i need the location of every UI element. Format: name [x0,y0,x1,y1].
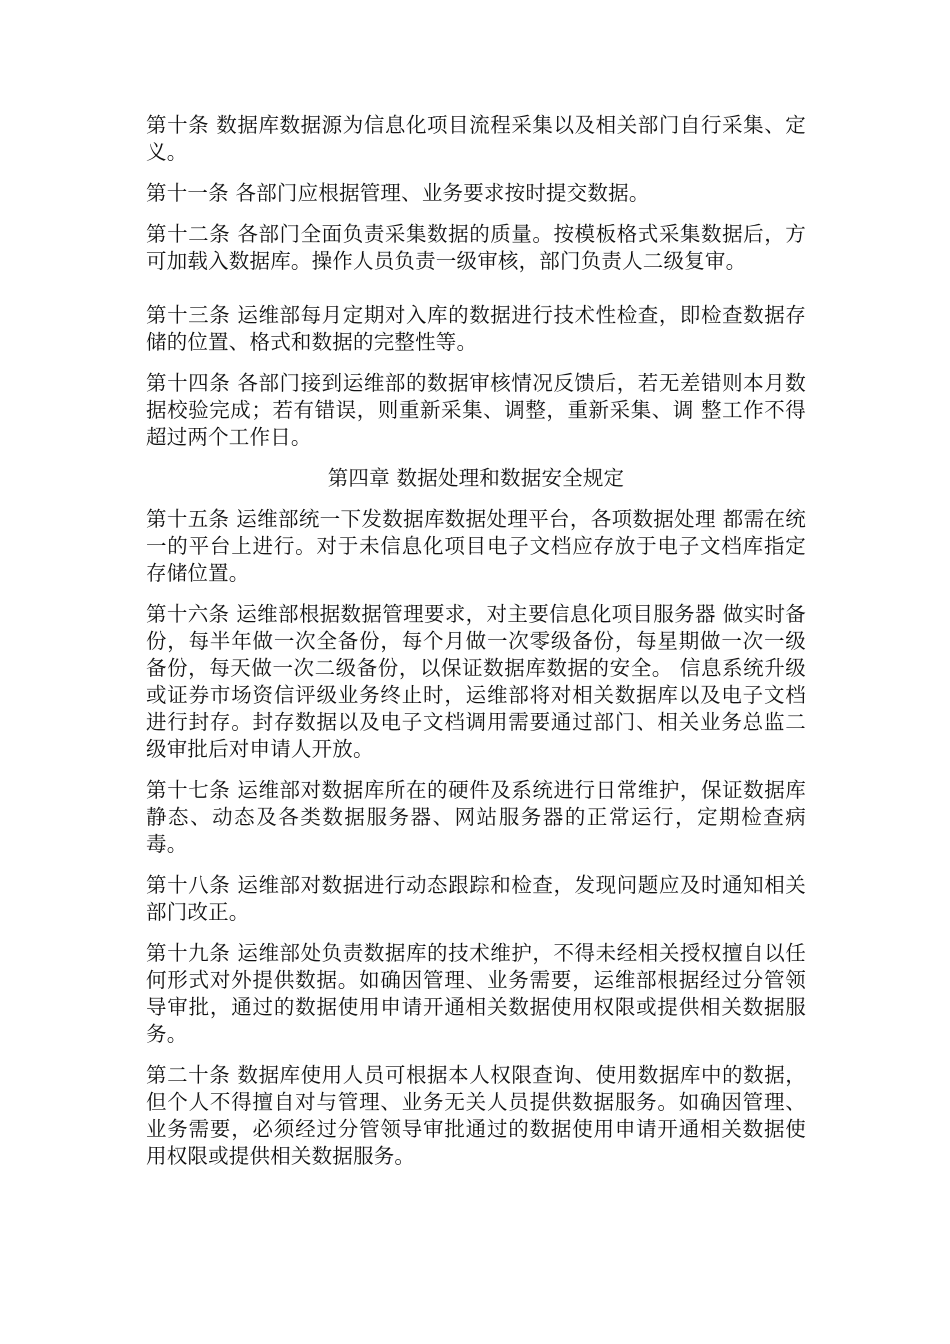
article-12: 第十二条 各部门全面负责采集数据的质量。按模板格式采集数据后，方可加载入数据库。操作人员负责一级审核，部门负责人二级复审。 [146,222,806,273]
article-13: 第十三条 运维部每月定期对入库的数据进行技术性检查，即检查数据存储的位置、格式和数据的完整性等。 [146,303,806,354]
article-19: 第十九条 运维部处负责数据库的技术维护，不得未经相关授权擅自以任何形式对外提供数据。如确因管理、业务需要，运维部根据经过分管领导审批，通过的数据使用申请开通相关数据使用权限或提供相关数据服务。 [146,941,806,1046]
article-17: 第十七条 运维部对数据库所在的硬件及系统进行日常维护，保证数据库静态、动态及各类数据服务器、网站服务器的正常运行，定期检查病毒。 [146,778,806,856]
article-20: 第二十条 数据库使用人员可根据本人权限查询、使用数据库中的数据，但个人不得擅自对与管理、业务无关人员提供数据服务。如确因管理、业务需要，必须经过分管领导审批通过的数据使用申请开通相关数据使用权限或提供相关数据服务。 [146,1063,806,1168]
article-10: 第十条 数据库数据源为信息化项目流程采集以及相关部门自行采集、定义。 [146,113,806,164]
article-11: 第十一条 各部门应根据管理、业务要求按时提交数据。 [146,181,650,205]
article-16: 第十六条 运维部根据数据管理要求，对主要信息化项目服务器 做实时备份，每半年做一次全备份，每个月做一次零级备份，每星期做一次一级备份，每天做一次二级备份，以保证数据库数据的安全。 信息系统升级或证券市场资信评级业务终止时，运维部将对相关数据库以及电子文档进行封存。封存数据以及电子文档调用需要通过部门、相关业务总监二级审批后对申请人开放。 [146,602,806,761]
chapter-heading: 第四章 数据处理和数据安全规定 [327,466,625,490]
article-18: 第十八条 运维部对数据进行动态跟踪和检查，发现问题应及时通知相关部门改正。 [146,873,806,924]
article-15: 第十五条 运维部统一下发数据库数据处理平台，各项数据处理 都需在统一的平台上进行。对于未信息化项目电子文档应存放于电子文档库指定存储位置。 [146,507,806,585]
article-14: 第十四条 各部门接到运维部的数据审核情况反馈后，若无差错则本月数据校验完成；若有错误，则重新采集、调整，重新采集、调 整工作不得超过两个工作日。 [146,371,806,449]
document-page [146,112,806,1170]
